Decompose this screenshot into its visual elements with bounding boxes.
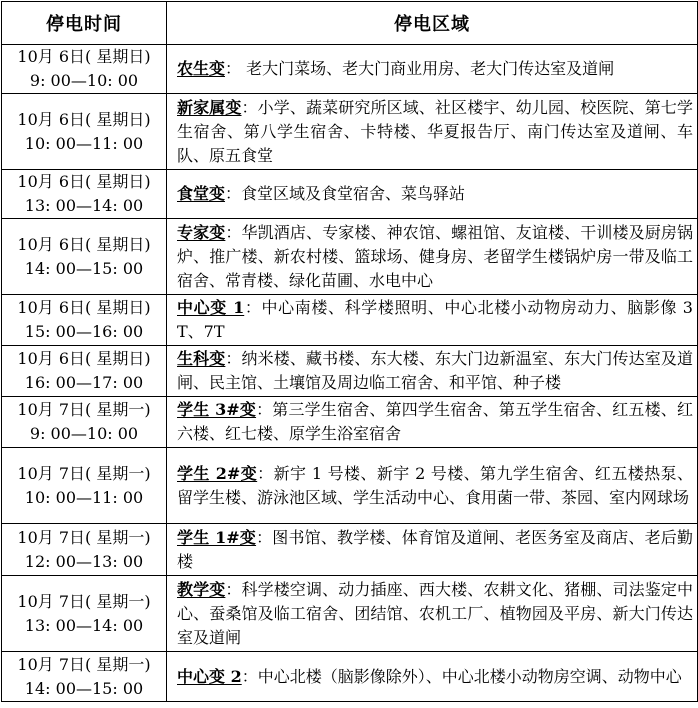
- table-row: [2, 576, 698, 652]
- outage-time-cell: [2, 295, 167, 346]
- outage-time-range: 16: 00—17: 00: [24, 373, 144, 392]
- outage-date: 10月 7日( 星期一): [17, 591, 151, 611]
- substation-name: 学生 2#变: [177, 463, 258, 483]
- outage-time-range: 12: 00—13: 00: [24, 551, 144, 571]
- outage-time-range: 9: 00—10: 00: [29, 424, 139, 443]
- affected-areas: ：华凯酒店、专家楼、神农馆、螺祖馆、友谊楼、干训楼及厨房锅炉、推广楼、新农村楼、篮球场、健身房、老留学生楼锅炉房一带及临工宿舍、常青楼、绿化苗圃、水电中心: [177, 222, 693, 290]
- outage-area-cell: [167, 346, 698, 397]
- header-outage-time: 停电时间: [2, 2, 167, 45]
- table-row: [2, 295, 698, 346]
- outage-time-range: 13: 00—14: 00: [24, 615, 144, 635]
- table-row: [2, 219, 698, 295]
- affected-areas: ：新宇 1 号楼、新宇 2 号楼、第九学生宿舍、红五楼热泵、留学生楼、游泳池区域、学生活动中心、食用菌一带、茶园、室内网球场: [177, 463, 693, 507]
- affected-areas: ：中心南楼、科学楼照明、中心北楼小动物房动力、脑影像 3T、7T: [177, 298, 693, 341]
- table-row: [2, 346, 698, 397]
- outage-date: 10月 6日( 星期日): [17, 298, 151, 317]
- outage-area-cell: [167, 576, 698, 652]
- outage-time-cell: [2, 397, 167, 448]
- outage-area-cell: [167, 45, 698, 94]
- substation-name: 中心变 2: [177, 666, 242, 686]
- outage-time-cell: [2, 94, 167, 170]
- outage-date: 10月 7日( 星期一): [17, 463, 151, 483]
- outage-area-cell: [167, 397, 698, 448]
- outage-time-range: 10: 00—11: 00: [24, 133, 144, 153]
- outage-area-cell: [167, 94, 698, 170]
- table-row: [2, 94, 698, 170]
- substation-name: 学生 1#变: [177, 527, 257, 547]
- affected-areas: ：小学、蔬菜研究所区域、社区楼宇、幼儿园、校医院、第七学生宿舍、第八学生宿舍、卡特楼、华夏报告厅、南门传达室及道闸、车队、原五食堂: [177, 97, 693, 165]
- outage-time-range: 9: 00—10: 00: [29, 71, 139, 90]
- affected-areas: ：食堂区域及食堂宿舍、菜鸟驿站: [225, 184, 466, 203]
- outage-time-cell: [2, 346, 167, 397]
- outage-time-range: 13: 00—14: 00: [24, 196, 144, 215]
- outage-time-cell: [2, 576, 167, 652]
- table-row: [2, 524, 698, 576]
- outage-time-range: 15: 00—16: 00: [24, 322, 144, 341]
- outage-date: 10月 6日( 星期日): [17, 47, 151, 66]
- table-row: [2, 652, 698, 702]
- outage-date: 10月 7日( 星期一): [17, 654, 151, 674]
- table-header-row: [2, 2, 698, 45]
- affected-areas: ：纳米楼、藏书楼、东大楼、东大门边新温室、东大门传达室及道闸、民主馆、土壤馆及周边临工宿舍、和平馆、种子楼: [177, 349, 693, 392]
- outage-time-range: 14: 00—15: 00: [24, 258, 144, 278]
- substation-name: 中心变 1: [177, 298, 245, 317]
- outage-time-cell: [2, 219, 167, 295]
- outage-time-cell: [2, 45, 167, 94]
- outage-area-cell: [167, 524, 698, 576]
- outage-date: 10月 6日( 星期日): [17, 172, 151, 191]
- table-row: [2, 45, 698, 94]
- outage-area-cell: [167, 170, 698, 219]
- affected-areas: ：中心北楼（脑影像除外）、中心北楼小动物房空调、动物中心: [241, 666, 682, 686]
- affected-areas: ：第三学生宿舍、第四学生宿舍、第五学生宿舍、红五楼、红六楼、红七楼、原学生浴室宿舍: [177, 400, 693, 443]
- substation-name: 学生 3#变: [177, 400, 257, 419]
- affected-areas: ： 老大门菜场、老大门商业用房、老大门传达室及道闸: [225, 59, 615, 78]
- outage-schedule: [1, 1, 697, 707]
- outage-time-cell: [2, 170, 167, 219]
- table-row: [2, 397, 698, 448]
- outage-time-range: 14: 00—15: 00: [24, 678, 144, 698]
- outage-date: 10月 7日( 星期一): [17, 527, 151, 547]
- outage-time-cell: [2, 524, 167, 576]
- outage-area-cell: [167, 219, 698, 295]
- outage-area-cell: [167, 295, 698, 346]
- outage-time-cell: [2, 652, 167, 702]
- substation-name: 生科变: [177, 349, 226, 368]
- affected-areas: ：图书馆、教学楼、体育馆及道闸、老医务室及商店、老后勤楼: [177, 527, 693, 571]
- affected-areas: ：科学楼空调、动力插座、西大楼、农耕文化、猪棚、司法鉴定中心、蚕桑馆及临工宿舍、团结馆、农机工厂、植物园及平房、新大门传达室及道闸: [177, 579, 693, 647]
- substation-name: 专家变: [177, 222, 226, 242]
- substation-name: 新家属变: [177, 97, 242, 117]
- outage-table: [1, 1, 698, 702]
- table-row: [2, 170, 698, 219]
- substation-name: 食堂变: [177, 184, 226, 203]
- outage-time-cell: [2, 448, 167, 524]
- outage-area-cell: [167, 652, 698, 702]
- outage-time-range: 10: 00—11: 00: [24, 487, 144, 507]
- table-row: [2, 448, 698, 524]
- outage-area-cell: [167, 448, 698, 524]
- outage-date: 10月 7日( 星期一): [17, 400, 151, 419]
- substation-name: 教学变: [177, 579, 226, 599]
- outage-date: 10月 6日( 星期日): [17, 349, 151, 368]
- substation-name: 农生变: [177, 59, 226, 78]
- outage-date: 10月 6日( 星期日): [17, 109, 151, 129]
- header-outage-area: 停电区域: [167, 2, 698, 45]
- outage-date: 10月 6日( 星期日): [17, 234, 151, 254]
